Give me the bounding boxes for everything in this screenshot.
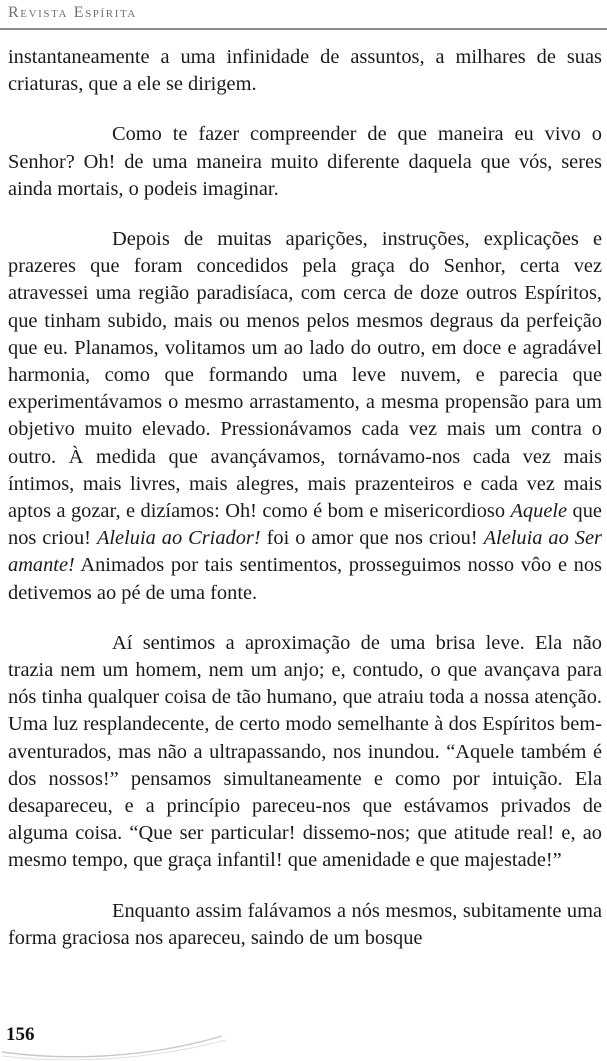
paragraph-4: Aí sentimos a aproximação de uma brisa leve. Ela não trazia nem um homem, nem um anjo; e, contudo, o que avançava para nós tinha qualquer coisa de tão humano, que atraiu toda a nossa atenção. Uma luz resplandecente, de certo modo semelhante à dos Espíritos bem-aventurados, mas não a ultrapassando, nos inundou. “Aquele também é dos nossos!” pensamos simultaneamente e como por intuição. Ela desapareceu, e a princípio pareceu-nos que estávamos privados de alguma coisa. “Que ser particular! dissemo-nos; que atitude real! e, ao mesmo tempo, que graça infantil! que amenidade e que majestade!”: [8, 631, 602, 872]
paragraph-3-italic-aleluia-ser-amante: Aleluia ao Ser amante!: [8, 527, 602, 577]
running-header-title: Revista Espírita: [8, 4, 137, 21]
page-corner-swoosh-decoration: [0, 1030, 230, 1060]
paragraph-3-text-3: foi o amor que nos criou!: [260, 527, 484, 550]
page-body: [8, 44, 602, 975]
paragraph-3: [8, 226, 602, 607]
paragraph-3-text-4: Animados por tais sentimentos, prosseguimos nosso vôo e nos detivemos ao pé de uma fonte.: [8, 554, 602, 604]
paragraph-3-italic-aleluia-criador: Aleluia ao Criador!: [96, 527, 261, 550]
paragraph-5: Enquanto assim falávamos a nós mesmos, subitamente uma forma graciosa nos apareceu, saindo de um bosque: [8, 899, 602, 949]
paragraph-3-text-1: Depois de muitas aparições, instruções, explicações e prazeres que foram concedidos pela graça do Senhor, certa vez atravessei uma região paradisíaca, com cerca de doze outros Espíritos, que tinham subido, mais ou menos pelos mesmos degraus da perfeição que eu. Planamos, volitamos um ao lado do outro, em doce e agradável harmonia, como que formando uma leve nuvem, e parecia que experimentávamos o mesmo arrastamento, a mesma propensão para um objetivo muito elevado. Pressionávamos cada vez mais um contra o outro. À medida que avançávamos, tornávamo-nos cada vez mais íntimos, mais livres, mais alegres, mais prazenteiros e cada vez mais aptos a gozar, e dizíamos: Oh! como é bom e misericordioso: [8, 228, 602, 523]
paragraph-3-text-2: que nos criou!: [8, 500, 602, 550]
paragraph-continuation: instantaneamente a uma infinidade de assuntos, a milhares de suas criaturas, que a ele se dirigem.: [8, 46, 602, 96]
paragraph-3-italic-aquele: Aquele: [510, 500, 568, 523]
page-number: 156: [6, 1024, 35, 1045]
paragraph-2: Como te fazer compreender de que maneira eu vivo o Senhor? Oh! de uma maneira muito diferente daquela que vós, seres ainda mortais, o podeis imaginar.: [8, 123, 602, 200]
header-divider: [0, 28, 607, 30]
